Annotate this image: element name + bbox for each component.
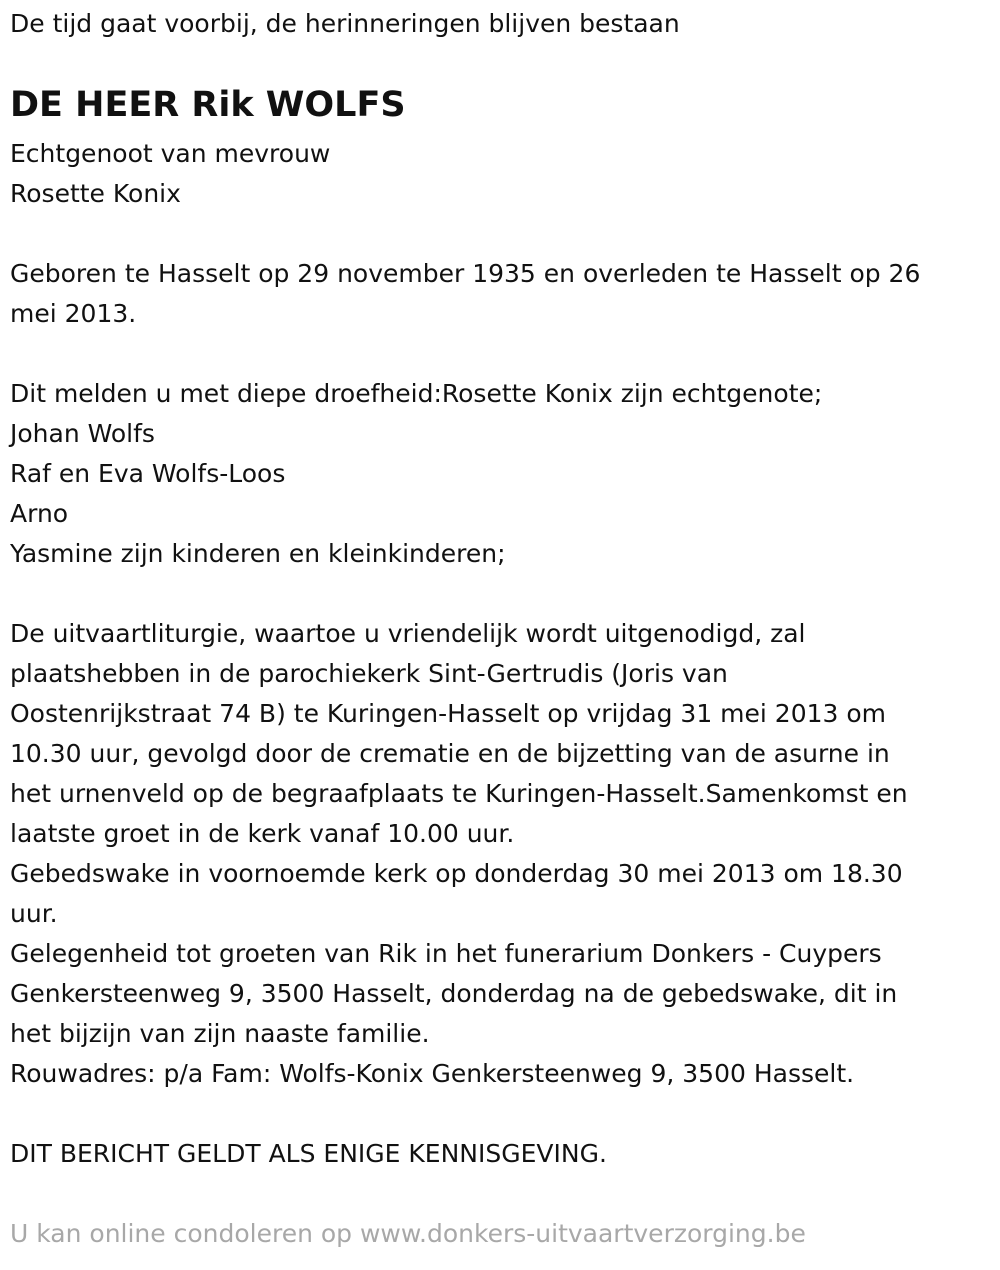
service-line: plaatshebben in de parochiekerk Sint-Gertrudis (Joris van: [10, 659, 728, 688]
family-line: Raf en Eva Wolfs-Loos: [10, 459, 286, 488]
service-line: Rouwadres: p/a Fam: Wolfs-Konix Genkersteenweg 9, 3500 Hasselt.: [10, 1059, 855, 1088]
spouse-line: Rosette Konix: [10, 179, 181, 208]
birth-death-block: [10, 254, 920, 334]
service-line: Gelegenheid tot groeten van Rik in het funerarium Donkers - Cuypers: [10, 939, 882, 968]
family-line: Dit melden u met diepe droefheid:Rosette Konix zijn echtgenote;: [10, 379, 823, 408]
birth-death-line: Geboren te Hasselt op 29 november 1935 en overleden te Hasselt op 26: [10, 259, 921, 288]
service-line: laatste groet in de kerk vanaf 10.00 uur.: [10, 819, 515, 848]
family-line: Johan Wolfs: [10, 419, 155, 448]
service-details-block: [10, 614, 908, 1094]
official-notice: DIT BERICHT GELDT ALS ENIGE KENNISGEVING.: [10, 1139, 607, 1168]
birth-death-line: mei 2013.: [10, 299, 137, 328]
condolence-text: U kan online condoleren op www.donkers-uitvaartverzorging.be: [10, 1219, 806, 1248]
service-line: De uitvaartliturgie, waartoe u vriendelijk wordt uitgenodigd, zal: [10, 619, 806, 648]
service-line: het urnenveld op de begraafplaats te Kuringen-Hasselt.Samenkomst en: [10, 779, 908, 808]
spouse-line: Echtgenoot van mevrouw: [10, 139, 331, 168]
service-line: 10.30 uur, gevolgd door de crematie en de bijzetting van de asurne in: [10, 739, 890, 768]
condolence-footer: [10, 1214, 806, 1254]
spouse-block: [10, 134, 330, 214]
motto: De tijd gaat voorbij, de herinneringen blijven bestaan: [10, 9, 680, 38]
service-line: Genkersteenweg 9, 3500 Hasselt, donderdag na de gebedswake, dit in: [10, 979, 898, 1008]
notice-block: [10, 1134, 607, 1174]
family-line: Yasmine zijn kinderen en kleinkinderen;: [10, 539, 506, 568]
service-line: het bijzijn van zijn naaste familie.: [10, 1019, 430, 1048]
service-line: Gebedswake in voornoemde kerk op donderdag 30 mei 2013 om 18.30: [10, 859, 903, 888]
service-line: Oostenrijkstraat 74 B) te Kuringen-Hasselt op vrijdag 31 mei 2013 om: [10, 699, 887, 728]
family-line: Arno: [10, 499, 69, 528]
service-line: uur.: [10, 899, 58, 928]
family-block: [10, 374, 822, 574]
deceased-name: DE HEER Rik WOLFS: [10, 85, 406, 125]
